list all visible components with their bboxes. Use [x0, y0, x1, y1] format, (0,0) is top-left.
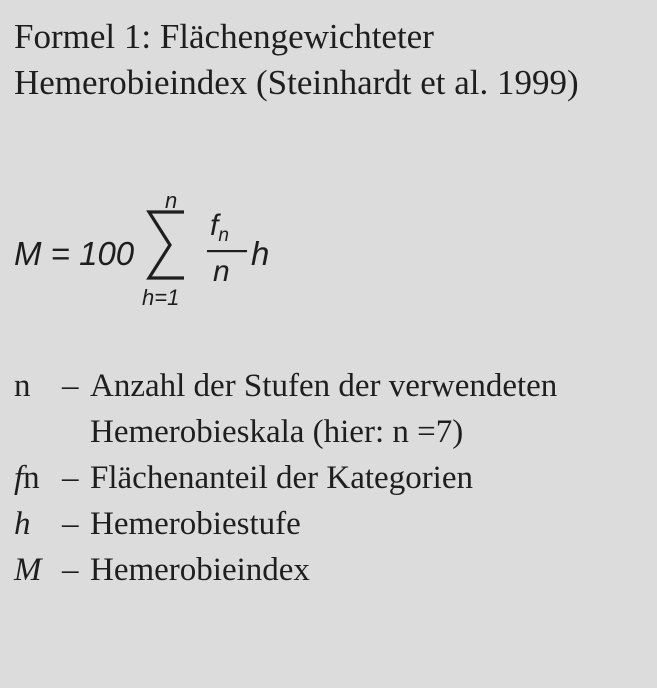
legend-description: Hemerobieindex [90, 552, 310, 588]
formula-caption: Formel 1: Flächengewichteter Hemerobieindex (Steinhardt et al. 1999) [14, 17, 579, 102]
legend-symbol: n [14, 368, 31, 404]
legend-dash: – [62, 460, 79, 496]
legend-row-fn [14, 455, 644, 501]
hemerobie-formula [14, 190, 414, 320]
numerator-subscript: n [218, 225, 229, 246]
legend-symbol [14, 455, 62, 501]
legend-row-m [14, 547, 644, 593]
legend-dash: – [62, 552, 79, 588]
sum-upper-limit: n [165, 188, 178, 213]
fraction-numerator [210, 210, 229, 252]
formula-factor-h: h [251, 235, 270, 272]
legend-dash: – [62, 506, 79, 542]
sum-lower-limit: h=1 [142, 285, 180, 310]
legend-symbol-italic: f [14, 460, 24, 496]
legend-symbol: h [14, 506, 31, 542]
summation-sigma-icon [146, 210, 188, 280]
legend-dash: – [62, 368, 79, 404]
fraction-bar [207, 250, 247, 254]
legend-symbol-rest: n [23, 460, 40, 496]
legend-description: Hemerobiestufe [90, 506, 301, 542]
legend-row-h [14, 501, 644, 547]
legend-description: Flächenanteil der Kategorien [90, 460, 473, 496]
numerator-f: f [210, 209, 219, 242]
formula-lhs: M = 100 [14, 235, 135, 272]
legend-description: Anzahl der Stufen der verwendeten Hemerobieskala (hier: n =7) [90, 368, 558, 450]
legend-symbol: M [14, 552, 42, 588]
symbol-legend [14, 363, 644, 593]
fraction-denominator: n [213, 255, 230, 288]
legend-row-n [14, 363, 644, 455]
